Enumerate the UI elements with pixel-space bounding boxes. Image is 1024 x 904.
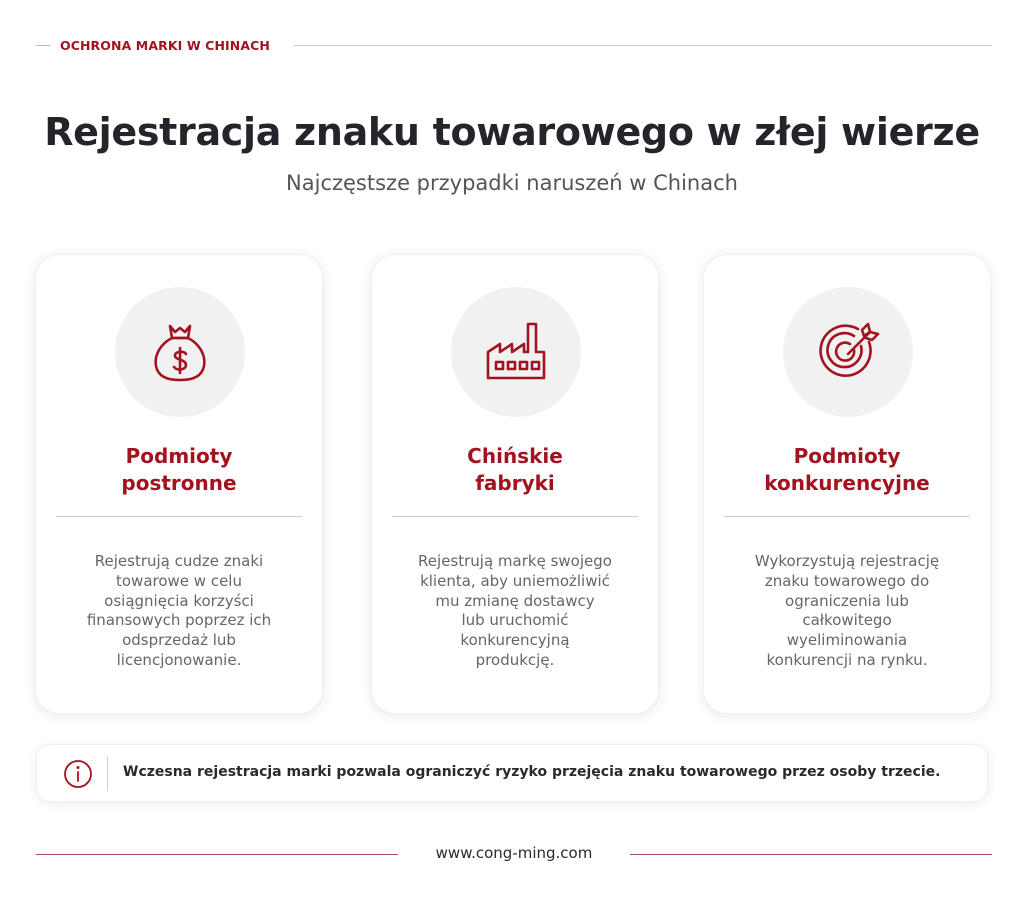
card-title-line: konkurencyjne [764, 471, 930, 495]
icon-circle [115, 287, 245, 417]
footer-line-right [630, 854, 992, 855]
icon-circle [451, 287, 581, 417]
desc-line: osiągnięcia korzyści [104, 591, 254, 610]
footer-url[interactable]: www.cong-ming.com [435, 844, 593, 862]
desc-line: ograniczenia lub [785, 591, 909, 610]
top-bar [36, 36, 992, 56]
target-icon [816, 320, 880, 384]
card-divider [56, 516, 302, 517]
desc-line: konkurencyjną [460, 631, 570, 650]
card-competitors [703, 254, 991, 714]
top-bar-rule [294, 45, 992, 46]
desc-line: lub uruchomić [461, 611, 569, 630]
info-icon [63, 759, 93, 789]
card-title-line: Podmioty [793, 444, 901, 468]
card-divider [724, 516, 970, 517]
card-title [714, 443, 980, 497]
desc-line: klienta, aby uniemożliwić [420, 571, 610, 590]
icon-circle [783, 287, 913, 417]
card-divider [392, 516, 638, 517]
desc-line: Wykorzystują rejestrację [754, 552, 940, 570]
desc-line: odsprzedaż lub [122, 631, 236, 650]
card-title [46, 443, 312, 497]
desc-line: produkcję. [475, 650, 555, 669]
info-bar [36, 744, 988, 802]
page-title: Rejestracja znaku towarowego w złej wierze [44, 110, 980, 154]
footer-line-left [36, 854, 398, 855]
card-title-line: fabryki [475, 471, 555, 495]
category-label: OCHRONA MARKI W CHINACH [60, 38, 270, 53]
desc-line: Rejestrują markę swojego [418, 552, 612, 570]
card-chinese-factories [371, 254, 659, 714]
desc-line: wyeliminowania [786, 631, 908, 650]
top-bar-dash [36, 45, 50, 46]
desc-line: licencjonowanie. [116, 650, 242, 669]
money-bag-icon [148, 320, 212, 384]
desc-line: towarowe w celu [116, 571, 242, 590]
card-title [382, 443, 648, 497]
card-outsiders [35, 254, 323, 714]
factory-icon [484, 320, 548, 384]
card-description [732, 552, 962, 671]
card-title-line: postronne [121, 471, 237, 495]
card-title-line: Podmioty [125, 444, 233, 468]
desc-line: finansowych poprzez ich [86, 611, 272, 630]
info-divider [107, 757, 108, 791]
desc-line: konkurencji na rynku. [766, 650, 928, 669]
info-text: Wczesna rejestracja marki pozwala ograniczyć ryzyko przejęcia znaku towarowego przez osoby trzecie. [123, 764, 941, 780]
desc-line: całkowitego [802, 611, 892, 630]
desc-line: Rejestrują cudze znaki [94, 552, 264, 570]
desc-line: mu zmianę dostawcy [435, 591, 595, 610]
card-title-line: Chińskie [467, 444, 563, 468]
footer [36, 844, 992, 864]
page-subtitle: Najczęstsze przypadki naruszeń w Chinach [286, 171, 738, 195]
desc-line: znaku towarowego do [764, 571, 930, 590]
card-description [400, 552, 630, 671]
card-description [64, 552, 294, 671]
